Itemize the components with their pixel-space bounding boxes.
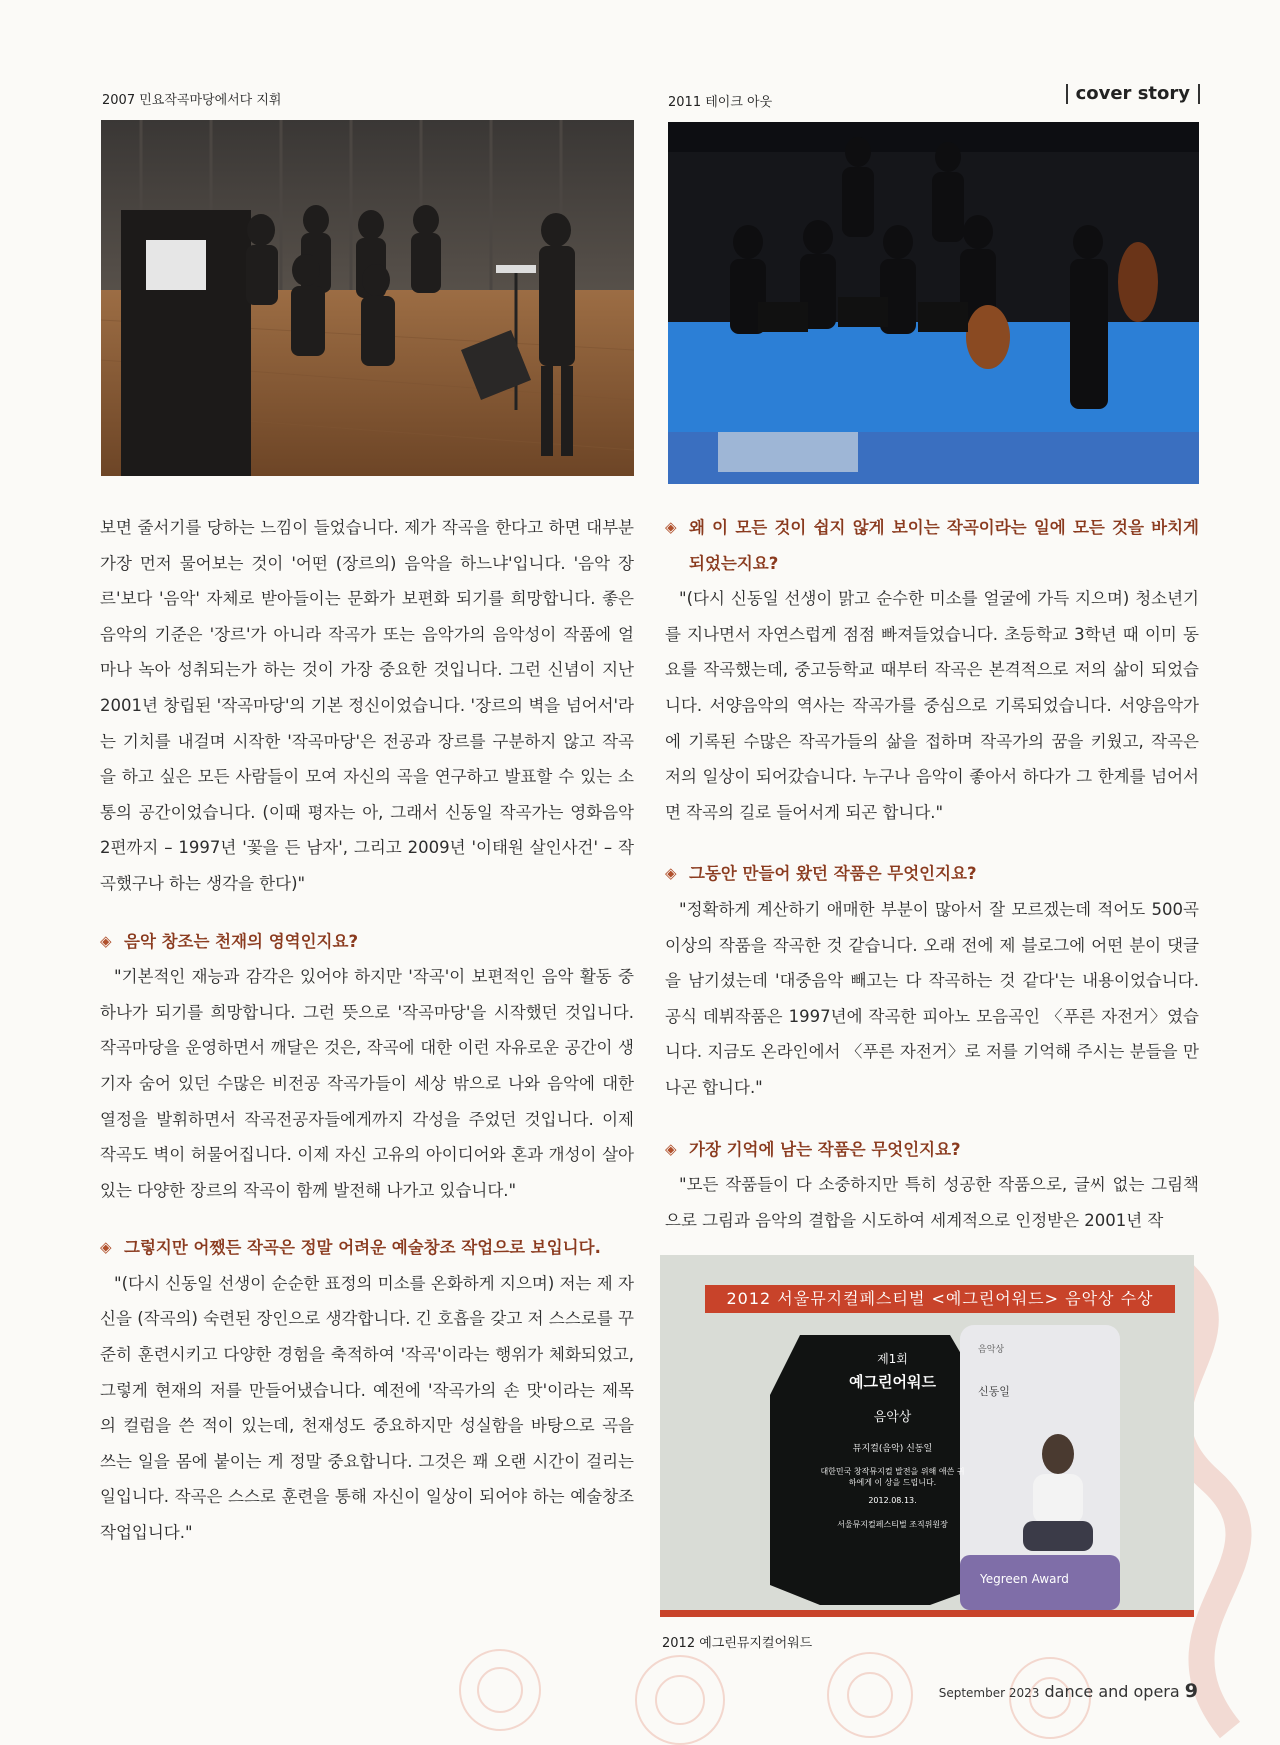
plaque-text: 대한민국 창작뮤지컬 발전을 위해 애쓴 귀하에게 이 상을 드립니다. — [820, 1467, 965, 1487]
plaque-issuer: 서울뮤지컬페스티벌 조직위원장 — [837, 1520, 948, 1529]
card-brand: Yegreen Award — [980, 1572, 1069, 1586]
diamond-bullet-icon: ◈ — [665, 518, 677, 536]
interview-question: ◈ 음악 창조는 천재의 영역인지요? — [100, 924, 634, 960]
photo-orchestra-conducting — [101, 120, 634, 476]
footer-magazine: dance and opera — [1044, 1682, 1180, 1701]
page-footer — [939, 1680, 1198, 1702]
card-label: 음악상 — [978, 1345, 1005, 1355]
section-tag: cover story — [1066, 84, 1200, 104]
award-card — [968, 1336, 1118, 1606]
diamond-bullet-icon: ◈ — [100, 1238, 112, 1257]
photo-ensemble-performance — [668, 122, 1199, 484]
photo-caption-left: 2007 민요작곡마당에서다 지휘 — [102, 93, 282, 108]
interview-question: ◈ 왜 이 모든 것이 쉽지 않게 보이는 작곡이라는 일에 모든 것을 바치게 되었는지요? — [665, 510, 1199, 581]
diamond-bullet-icon: ◈ — [665, 864, 677, 883]
interview-answer: "기본적인 재능과 감각은 있어야 하지만 '작곡'이 보편적인 음악 활동 중 하나가 되기를 희망합니다. 그런 뜻으로 '작곡마당'을 시작했던 것입니다. 작곡마당을 운영하면서 깨달은 것은, 작곡에 대한 이런 자유로운 공간이 생기자 숨어 있던 수많은 비전공 작곡가들이 세상 밖으로 나와 음악에 대한 열정을 발휘하면서 작곡전공자들에게까지 각성을 주었던 것입니다. 이제 작곡도 벽이 허물어집니다. 이제 자신 고유의 아이디어와 혼과 개성이 살아 있는 다양한 장르의 작곡이 함께 발전해 나가고 있습니다." — [100, 967, 634, 1200]
award-plaque — [820, 1350, 965, 1530]
diamond-bullet-icon: ◈ — [100, 931, 112, 950]
plaque-date: 2012.08.13. — [868, 1496, 917, 1505]
right-article-column — [665, 510, 1199, 1238]
footer-issue: September 2023 — [938, 1686, 1040, 1700]
interview-question: ◈ 가장 기억에 남는 작품은 무엇인지요? — [665, 1132, 1199, 1168]
photo-caption-right: 2011 테이크 아웃 — [668, 95, 773, 110]
award-photo-caption: 2012 예그린뮤지컬어워드 — [662, 1636, 813, 1651]
interview-question: ◈ 그동안 만들어 왔던 작품은 무엇인지요? — [665, 856, 1199, 892]
article-paragraph: 보면 줄서기를 당하는 느낌이 들었습니다. 제가 작곡을 한다고 하면 대부분 가장 먼저 물어보는 것이 '어떤 (장르의) 음악을 하느냐'입니다. '음악 장르'보다 '음악' 자체로 받아들이는 문화가 보편화 되기를 희망합니다. 좋은 음악의 기준은 '장르'가 아니라 작곡가 또는 음악가의 음악성이 작품에 얼마나 녹아 성취되는가 하는 것이 가장 중요한 것입니다. 그런 신념이 지난 2001년 창립된 '작곡마당'의 기본 정신이었습니다. '장르의 벽을 넘어서'라는 기치를 내걸며 시작한 '작곡마당'은 전공과 장르를 구분하지 않고 작곡을 하고 싶은 모든 사람들이 모여 자신의 곡을 연구하고 발표할 수 있는 소통의 공간이었습니다. (이때 평자는 아, 그래서 신동일 작곡가는 영화음악 2편까지 – 1997년 '꽃을 든 남자', 그리고 2009년 '이태원 살인사건' – 작곡했구나 하는 생각을 한다)" — [100, 518, 634, 893]
interview-answer: "모든 작품들이 다 소중하지만 특히 성공한 작품으로, 글씨 없는 그림책으로 그림과 음악의 결합을 시도하여 세계적으로 인정받은 2001년 작 — [665, 1175, 1199, 1230]
interview-answer: "정확하게 계산하기 애매한 부분이 많아서 잘 모르겠는데 적어도 500곡 이상의 작품을 작곡한 것 같습니다. 오래 전에 제 블로그에 어떤 분이 댓글을 남기셨는데 '대중음악 빼고는 다 작곡하는 것 같다'는 내용이었습니다. 공식 데뷔작품은 1997년에 작곡한 피아노 모음곡인 〈푸른 자전거〉였습니다. 지금도 온라인에서 〈푸른 자전거〉로 저를 기억해 주시는 분들을 만나곤 합니다." — [665, 899, 1199, 1097]
card-name: 신동일 — [978, 1385, 1010, 1398]
interview-answer: "(다시 신동일 선생이 순순한 표정의 미소를 온화하게 지으며) 저는 제 자신을 (작곡의) 숙련된 장인으로 생각합니다. 긴 호흡을 갖고 저 스스로를 꾸준히 훈련시키고 다양한 경험을 축적하여 '작곡'이라는 행위가 체화되었고, 그렇게 현재의 저를 만들어냈습니다. 예전에 '작곡가의 손 맛'이라는 제목의 컬럼을 쓴 적이 있는데, 천재성도 중요하지만 성실함을 바탕으로 곡을 쓰는 일을 몸에 붙이는 게 정말 중요합니다. 그것은 꽤 오랜 시간이 걸리는 일입니다. 작곡은 스스로 훈련을 통해 자신이 일상이 되어야 하는 예술창조 작업입니다." — [100, 1273, 634, 1543]
portrait-silhouette — [1008, 1426, 1108, 1556]
plaque-edition: 제1회 — [877, 1352, 908, 1366]
plaque-category: 음악상 — [873, 1410, 912, 1425]
diamond-bullet-icon: ◈ — [665, 1139, 677, 1158]
left-article-column — [100, 510, 634, 1551]
plaque-title: 예그린어워드 — [849, 1373, 936, 1391]
plaque-recipient: 뮤지컬(음악) 신동일 — [852, 1444, 933, 1454]
interview-answer: "(다시 신동일 선생이 맑고 순수한 미소를 얼굴에 가득 지으며) 청소년기를 지나면서 자연스럽게 점점 빠져들었습니다. 초등학교 3학년 때 이미 동요를 작곡했는데, 중고등학교 때부터 작곡은 본격적으로 저의 삶이 되었습니다. 서양음악의 역사는 작곡가를 중심으로 기록되었습니다. 서양음악가에 기록된 수많은 작곡가들의 삶을 접하며 작곡가의 꿈을 키웠고, 작곡은 저의 일상이 되어갔습니다. 누구나 음악이 좋아서 하다가 그 한계를 넘어서면 작곡의 길로 들어서게 되곤 합니다." — [665, 589, 1199, 822]
page-number: 9 — [1184, 1680, 1198, 1702]
interview-question: ◈ 그렇지만 어쨌든 작곡은 정말 어려운 예술창조 작업으로 보입니다. — [100, 1230, 634, 1266]
award-banner: 2012 서울뮤지컬페스티벌 <예그린어워드> 음악상 수상 — [705, 1285, 1175, 1313]
